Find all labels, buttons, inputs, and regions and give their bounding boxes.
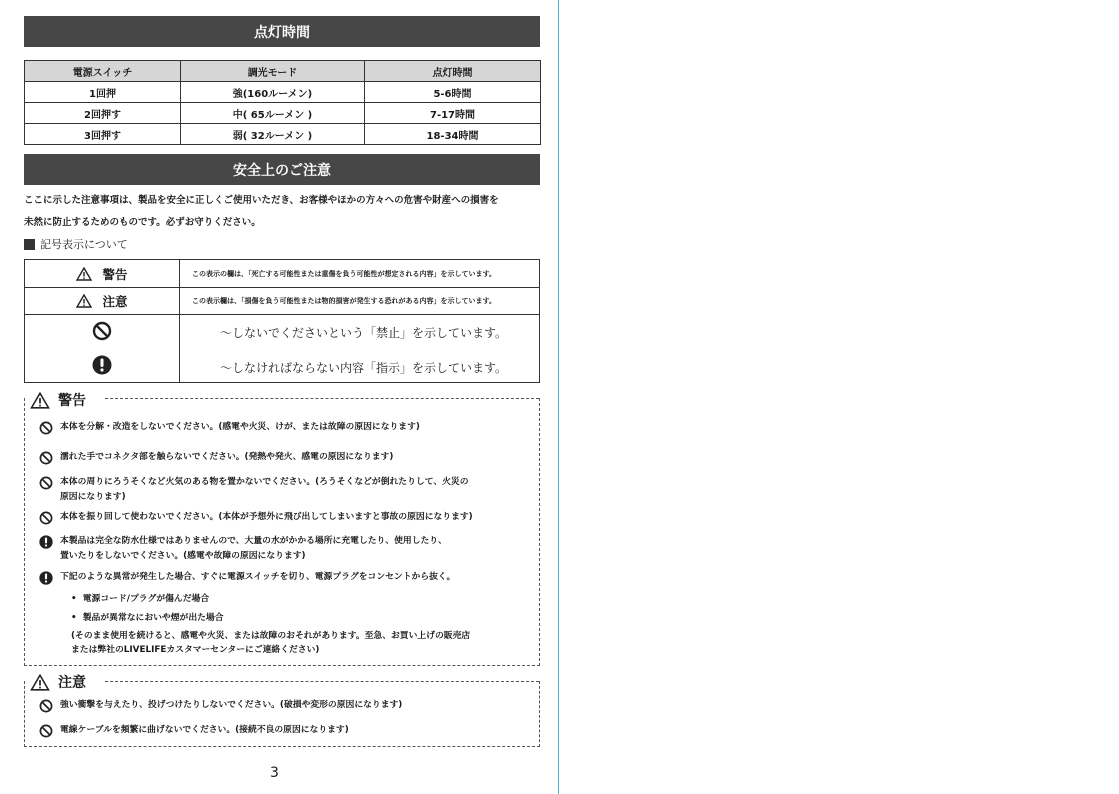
lighting-title-bar bbox=[24, 16, 540, 47]
warning-title-text: 警告 bbox=[58, 393, 86, 409]
warning-item-line: 置いたりをしないでください。(感電や故障の原因になります) bbox=[60, 551, 306, 561]
warning-box bbox=[24, 398, 540, 666]
warning-item-text bbox=[60, 475, 469, 505]
legend-warning-label bbox=[25, 260, 180, 287]
cell-time: 5-6時間 bbox=[365, 82, 541, 103]
warning-item-line: 本製品は完全な防水仕様ではありませんので、大量の水がかかる場所に充電したり、使用したり、 bbox=[60, 536, 447, 546]
caution-title-text: 注意 bbox=[58, 675, 86, 691]
table-row bbox=[25, 103, 541, 124]
prohibition-icon bbox=[39, 699, 53, 713]
note-line: (そのまま使用を続けると、感電や火災、または故障のおそれがあります。至急、お買い上げの販売店 bbox=[71, 631, 471, 641]
note-line: または弊社のLIVELIFEカスタマーセンターにご連絡ください) bbox=[71, 645, 320, 655]
legend-heading bbox=[24, 236, 128, 252]
caution-label-text: 注意 bbox=[102, 294, 128, 309]
cell-time: 18-34時間 bbox=[365, 124, 541, 145]
legend-heading-text: 記号表示について bbox=[40, 238, 128, 251]
safety-title-bar bbox=[24, 154, 540, 185]
prohibition-icon bbox=[39, 724, 53, 738]
caution-box bbox=[24, 681, 540, 747]
prohibition-icon bbox=[39, 451, 53, 465]
legend-instruct-desc: ～しなければならない内容「指示」を示しています。 bbox=[220, 361, 508, 375]
square-bullet-icon bbox=[24, 239, 35, 250]
warning-triangle-icon bbox=[76, 267, 92, 281]
prohibition-icon bbox=[39, 421, 53, 435]
warning-item-text bbox=[60, 534, 447, 564]
exclamation-circle-icon bbox=[92, 355, 112, 375]
warning-item-line: 原因になります) bbox=[60, 492, 126, 502]
manual-page bbox=[0, 0, 559, 794]
legend-row-caution bbox=[25, 288, 539, 315]
cell-switch: 1回押 bbox=[25, 82, 181, 103]
warning-triangle-icon bbox=[76, 294, 92, 308]
caution-item-text: 電線ケーブルを頻繁に曲げないでください。(接続不良の原因になります) bbox=[60, 725, 349, 735]
warning-item-line: 本体の周りにろうそくなど火気のある物を置かないでください。(ろうそくなどが倒れたりして、火災の bbox=[60, 477, 469, 487]
caution-item-text: 強い衝撃を与えたり、投げつけたりしないでください。(破損や変形の原因になります) bbox=[60, 700, 403, 710]
list-item: • 電源コード/プラグが傷んだ場合 bbox=[71, 594, 210, 604]
warning-item-text: 下記のような異常が発生した場合、すぐに電源スイッチを切り、電源プラグをコンセントから抜く。 bbox=[60, 572, 456, 582]
table-row bbox=[25, 82, 541, 103]
exclamation-circle-icon bbox=[39, 535, 53, 549]
symbol-legend-table bbox=[24, 259, 540, 383]
legend-symbol-cell bbox=[25, 315, 180, 382]
cell-mode: 強(160ルーメン) bbox=[181, 82, 365, 103]
cell-mode: 中( 65ルーメン ) bbox=[181, 103, 365, 124]
prohibition-icon bbox=[92, 321, 112, 341]
header-time: 点灯時間 bbox=[365, 61, 541, 82]
warning-note bbox=[71, 629, 470, 657]
cell-switch: 2回押す bbox=[25, 103, 181, 124]
header-mode: 調光モード bbox=[181, 61, 365, 82]
table-row bbox=[25, 124, 541, 145]
warning-box-top-border bbox=[105, 398, 539, 399]
warning-item bbox=[39, 450, 393, 465]
legend-caution-label bbox=[25, 288, 180, 314]
warning-item-text: 濡れた手でコネクタ部を触らないでください。(発熱や発火、感電の原因になります) bbox=[60, 452, 394, 462]
warning-item bbox=[39, 534, 447, 564]
caution-box-top-border bbox=[105, 681, 539, 682]
bullet-text: 電源コード/プラグが傷んだ場合 bbox=[82, 594, 210, 604]
header-switch: 電源スイッチ bbox=[25, 61, 181, 82]
cell-mode: 弱( 32ルーメン ) bbox=[181, 124, 365, 145]
warning-item bbox=[39, 420, 420, 435]
lighting-title: 点灯時間 bbox=[254, 24, 310, 41]
prohibition-icon bbox=[39, 476, 53, 490]
intro-line: ここに示した注意事項は、製品を安全に正しくご使用いただき、お客様やほかの方々への危害や財産への損害を bbox=[24, 195, 499, 206]
prohibition-icon bbox=[39, 511, 53, 525]
safety-intro bbox=[24, 190, 544, 234]
warning-item-text: 本体を振り回して使わないでください。(本体が予想外に飛び出してしまいますと事故の原因になります) bbox=[60, 512, 473, 522]
cell-time: 7-17時間 bbox=[365, 103, 541, 124]
bullet-text: 製品が異常なにおいや煙が出た場合 bbox=[82, 613, 224, 623]
caution-item bbox=[39, 723, 349, 738]
table-header-row bbox=[25, 61, 541, 82]
cell-switch: 3回押す bbox=[25, 124, 181, 145]
warning-item bbox=[39, 510, 473, 525]
warning-label-text: 警告 bbox=[102, 266, 128, 282]
exclamation-circle-icon bbox=[39, 571, 53, 585]
legend-prohibit-desc: ～しないでくださいという「禁止」を示しています。 bbox=[220, 326, 508, 340]
warning-item bbox=[39, 475, 469, 505]
warning-item bbox=[39, 570, 455, 585]
page-number: 3 bbox=[270, 765, 279, 781]
legend-row-warning bbox=[25, 260, 539, 288]
legend-symbols bbox=[25, 315, 539, 382]
caution-item bbox=[39, 698, 402, 713]
lighting-table bbox=[24, 60, 541, 145]
warning-item-text: 本体を分解・改造をしないでください。(感電や火災、けが、または故障の原因になります) bbox=[60, 422, 420, 432]
legend-warning-desc: この表示の欄は、「死亡する可能性または重傷を負う可能性が想定される内容」を示しています。 bbox=[192, 269, 496, 278]
intro-line: 未然に防止するためのものです。必ずお守りください。 bbox=[24, 217, 261, 228]
list-item: • 製品が異常なにおいや煙が出た場合 bbox=[71, 613, 224, 623]
legend-caution-desc: この表示欄は、「損傷を負う可能性または物的損害が発生する恐れがある内容」を示しています。 bbox=[192, 297, 496, 305]
safety-title: 安全上のご注意 bbox=[233, 162, 331, 179]
